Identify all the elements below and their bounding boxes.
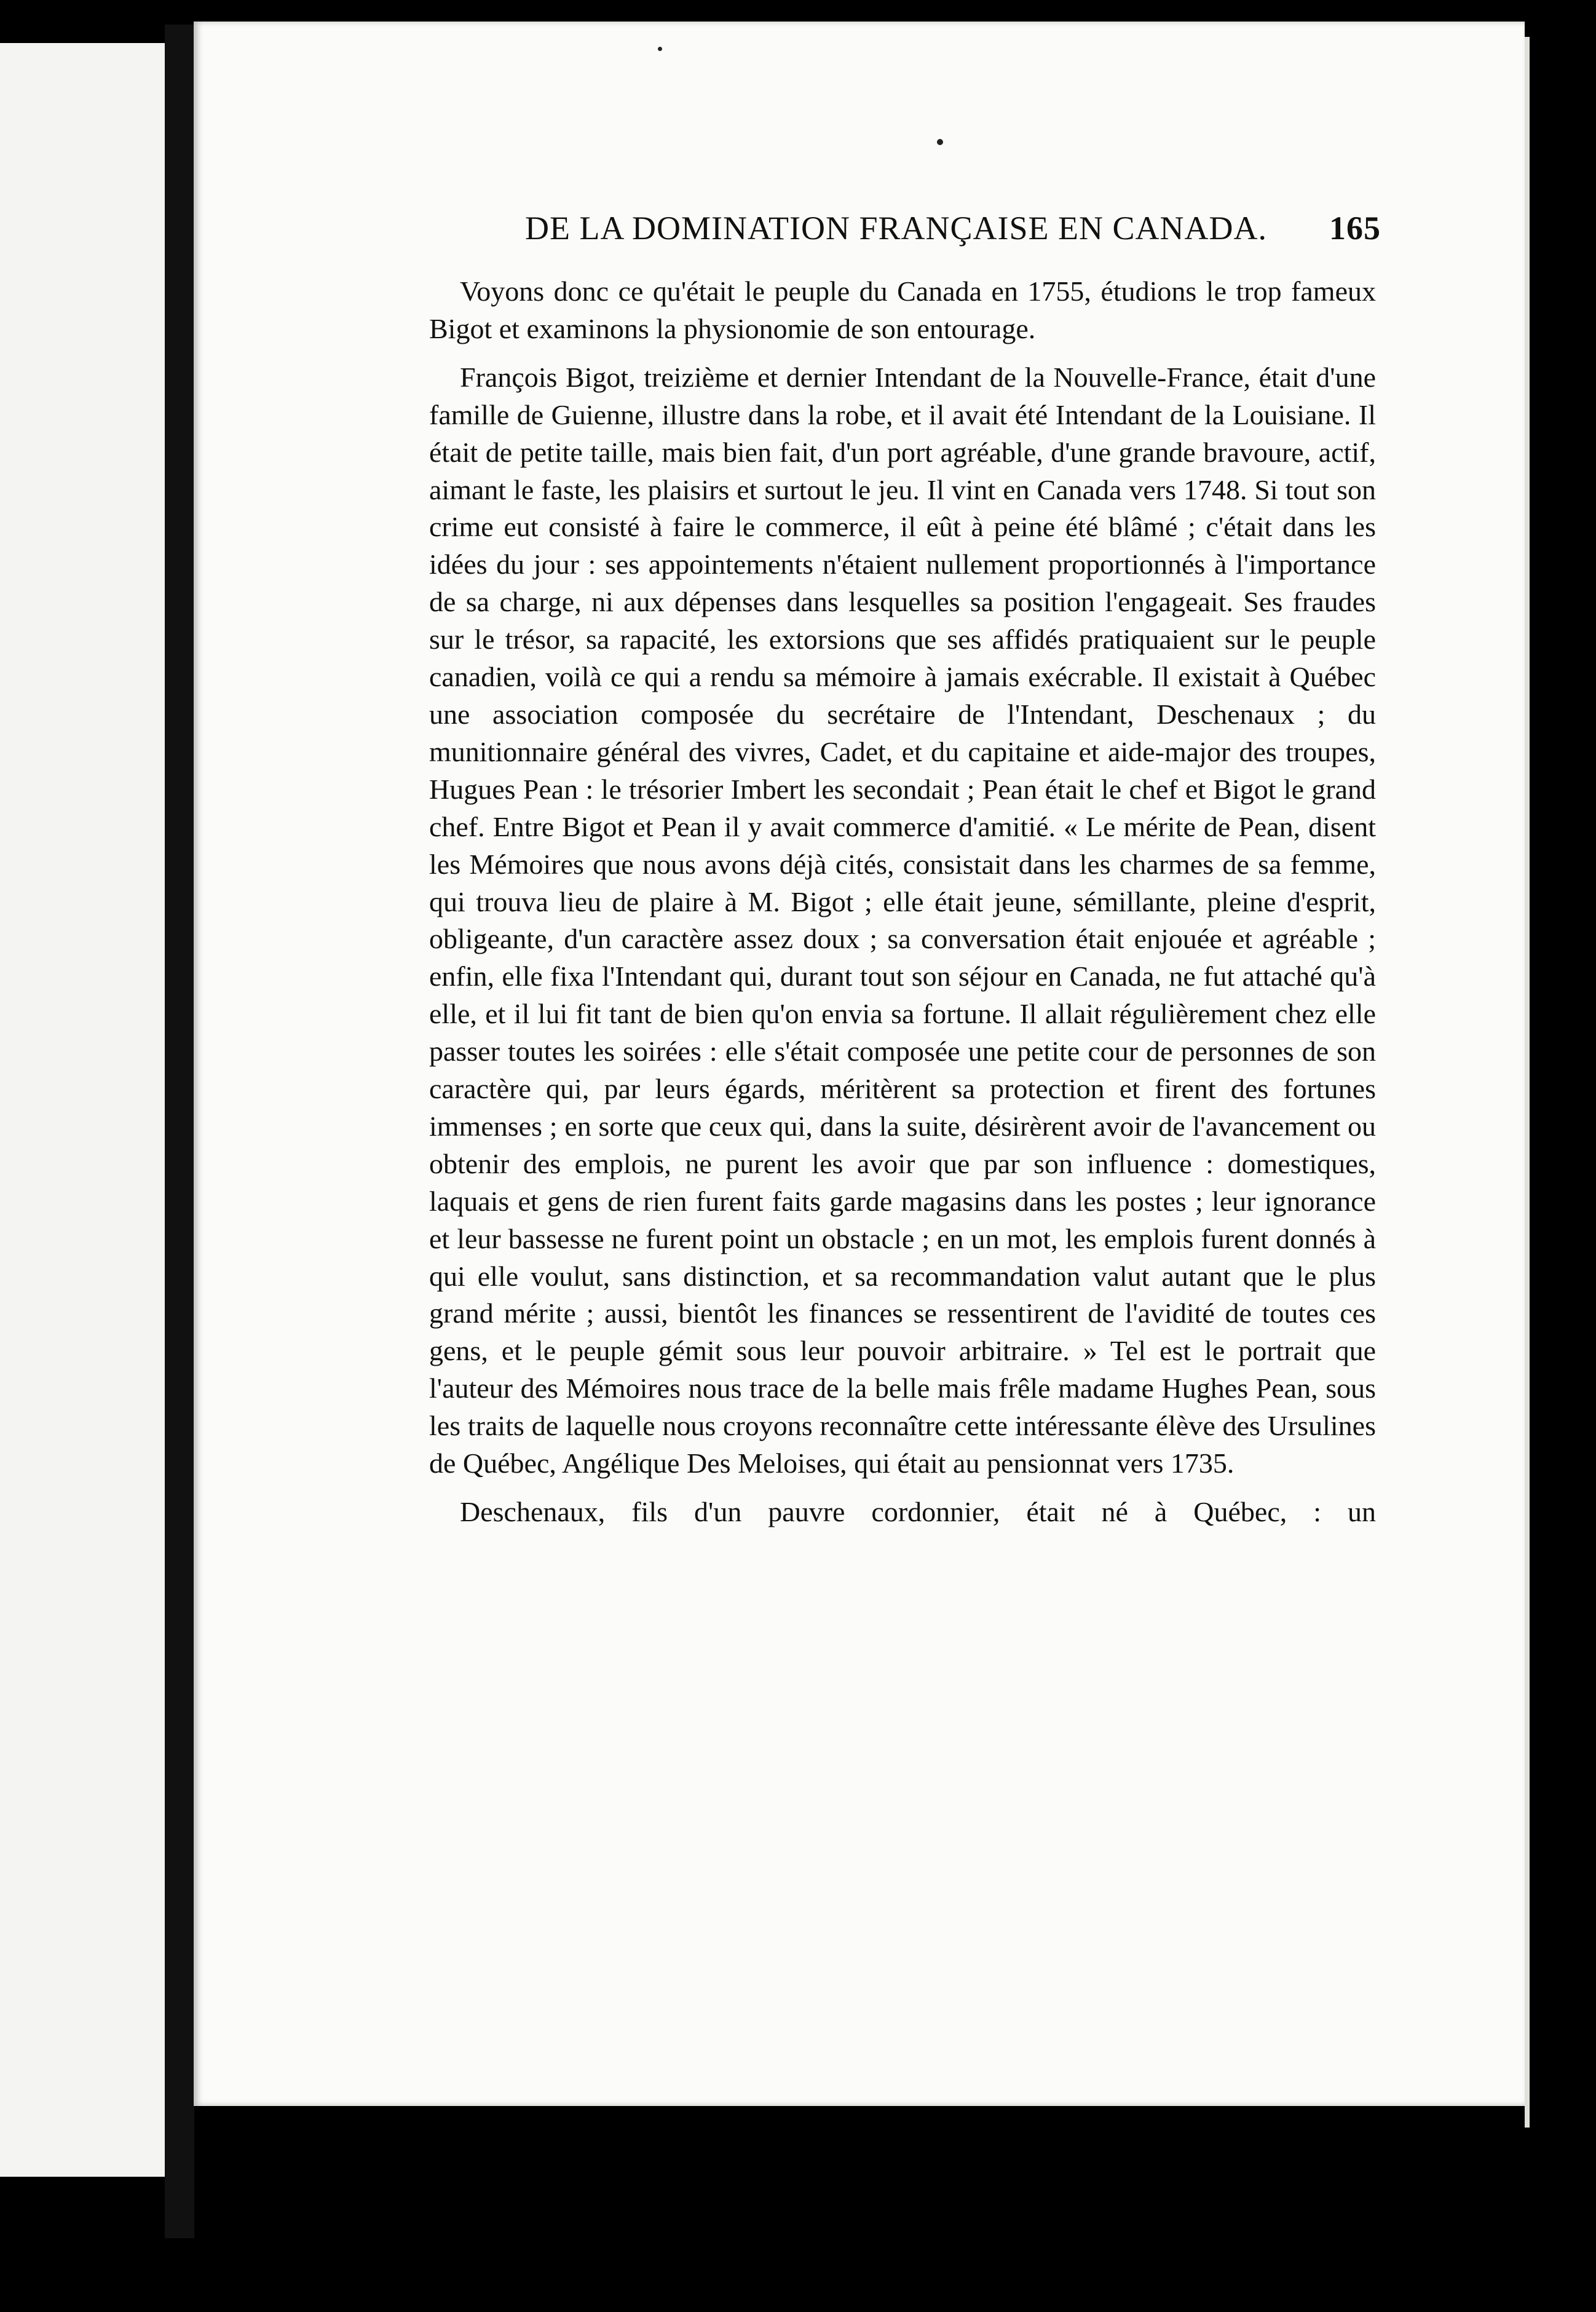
paragraph: François Bigot, treizième et dernier Intendant de la Nouvelle-France, était d'une famille de Guienne, illustre dans la robe, et il avait été Intendant de la Louisiane. Il était de petite taille, mais bien fait, d'un port agréable, d'une grande bravoure, actif, aimant le faste, les plaisirs et surtout le jeu. Il vint en Canada vers 1748. Si tout son crime eut consisté à faire le commerce, il eût à peine été blâmé ; c'était dans les idées du jour : ses appointements n'étaient nullement proportionnés à l'importance de sa charge, ni aux dépenses dans lesquelles sa position l'engageait. Ses fraudes sur le trésor, sa rapacité, les extorsions que ses affidés pratiquaient sur le peuple canadien, voilà ce qui a rendu sa mémoire à jamais exécrable. Il existait à Québec une association composée du secrétaire de l'Intendant, Deschenaux ; du munitionnaire général des vivres, Cadet, et du capitaine et aide-major des troupes, Hugues Pean : le trésorier Imbert les secondait ; Pean était le chef et Bigot le grand chef. Entre Bigot et Pean il y avait commerce d'amitié. « Le mérite de Pean, disent les Mémoires que nous avons déjà cités, consistait dans les charmes de sa femme, qui trouva lieu de plaire à M. Bigot ; elle était jeune, sémillante, pleine d'esprit, obligeante, d'un caractère assez doux ; sa conversation était enjouée et agréable ; enfin, elle fixa l'Intendant qui, durant tout son séjour en Canada, ne fut attaché qu'à elle, et il lui fit tant de bien qu'on envia sa fortune. Il allait régulièrement chez elle passer toutes les soirées : elle s'était composée une petite cour de personnes de son caractère qui, par leurs égards, méritèrent sa protection et firent des fortunes immenses ; en sorte que ceux qui, dans la suite, désirèrent avoir de l'avancement ou obtenir des emplois, ne purent les avoir que par son influence : domestiques, laquais et gens de rien furent faits garde magasins dans les postes ; leur ignorance et leur bassesse ne furent point un obstacle ; en un mot, les emplois furent donnés à qui elle voulut, sans distinction, et sa recommandation valut autant que le plus grand mérite ; aussi, bientôt les finances se ressentirent de l'avidité de toutes ces gens, et le peuple gémit sous leur pouvoir arbitraire. » Tel est le portrait que l'auteur des Mémoires nous trace de la belle mais frêle madame Hughes Pean, sous les traits de laquelle nous croyons reconnaître cette intéressante élève des Ursulines de Québec, Angélique Des Meloises, qui était au pensionnat vers 1735. bbox=[429, 361, 1376, 1479]
print-speck bbox=[658, 47, 662, 51]
page-number: 165 bbox=[1329, 210, 1381, 247]
paragraph: Deschenaux, fils d'un pauvre cordonnier, était né à Québec, : un bbox=[460, 1496, 1376, 1527]
book-binding bbox=[165, 25, 194, 2238]
left-page-edge bbox=[0, 43, 165, 2177]
body-text bbox=[429, 273, 1376, 1531]
print-speck bbox=[937, 139, 943, 145]
running-title: DE LA DOMINATION FRANÇAISE EN CANADA. bbox=[525, 210, 1267, 247]
page-edge bbox=[1525, 37, 1530, 2128]
paragraph: Voyons donc ce qu'était le peuple du Canada en 1755, étudions le trop fameux Bigot et examinons la physionomie de son entourage. bbox=[429, 275, 1376, 344]
